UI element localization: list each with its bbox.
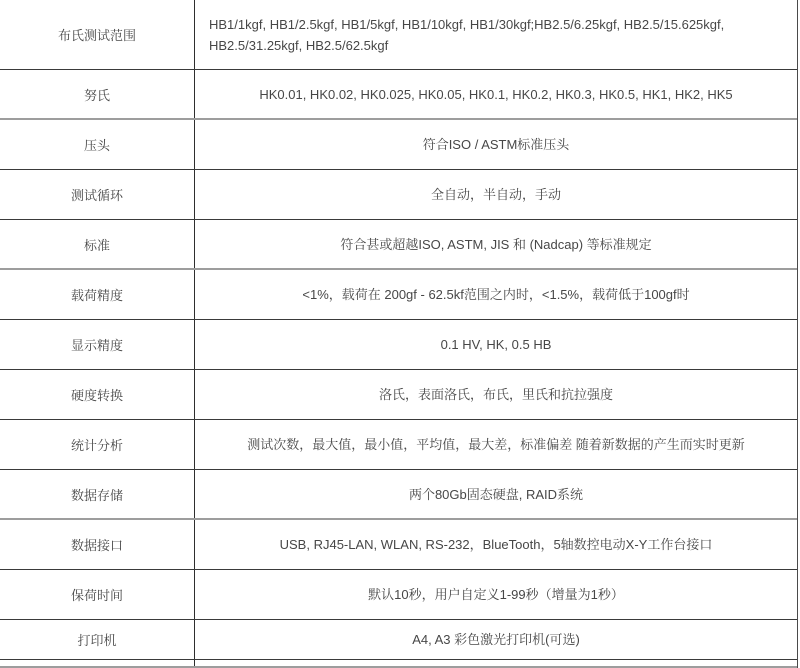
- table-row: [0, 520, 797, 570]
- table-row: [0, 620, 797, 660]
- spec-label: 载荷精度: [0, 270, 195, 319]
- table-row: [0, 120, 797, 170]
- spec-label: 统计分析: [0, 420, 195, 469]
- spec-label: 打印机: [0, 620, 195, 659]
- spec-label: 标准: [0, 220, 195, 268]
- spec-value: 符合ISO / ASTM标准压头: [422, 137, 570, 152]
- table-row: [0, 370, 797, 420]
- spec-label: 压头: [0, 120, 195, 169]
- table-row: [0, 220, 797, 270]
- spec-label: 数据存储: [0, 470, 195, 518]
- spec-value: 全自动，半自动，手动: [430, 187, 561, 202]
- spec-label: 保荷时间: [0, 570, 195, 619]
- spec-value: 洛氏，表面洛氏，布氏，里氏和抗拉强度: [378, 387, 613, 402]
- spec-value: USB, RJ45-LAN, WLAN, RS-232，BlueTooth，5轴数控电动X-Y工作台接口: [279, 537, 713, 552]
- spec-label-empty: [0, 660, 195, 666]
- spec-label: 数据接口: [0, 520, 195, 569]
- spec-label: 硬度转换: [0, 370, 195, 419]
- table-row: [0, 320, 797, 370]
- spec-value: 符合甚或超越ISO, ASTM, JIS 和 (Nadcap) 等标准规定: [340, 236, 652, 252]
- table-row: [0, 270, 797, 320]
- table-row: [0, 570, 797, 620]
- spec-label: 布氏测试范围: [0, 0, 195, 69]
- spec-value: 两个80Gb固态硬盘, RAID系统: [408, 486, 584, 502]
- table-row: [0, 470, 797, 520]
- spec-value: A4, A3 彩色激光打印机(可选): [412, 632, 580, 647]
- table-row: [0, 70, 797, 120]
- spec-label: 努氏: [0, 70, 195, 118]
- spec-value: 0.1 HV, HK, 0.5 HB: [440, 337, 552, 352]
- spec-value-empty: [195, 660, 797, 666]
- spec-value: HB1/1kgf, HB1/2.5kgf, HB1/5kgf, HB1/10kgf, HB1/30kgf;HB2.5/6.25kgf, HB2.5/15.625kgf, HB2.5/31.25kgf, HB2.5/62.5kgf: [209, 16, 725, 53]
- spec-value: HK0.01, HK0.02, HK0.025, HK0.05, HK0.1, HK0.2, HK0.3, HK0.5, HK1, HK2, HK5: [259, 86, 733, 102]
- table-row: [0, 170, 797, 220]
- spec-value: 默认10秒，用户自定义1-99秒（增量为1秒）: [368, 587, 624, 602]
- table-row: [0, 420, 797, 470]
- table-row-partial: [0, 660, 797, 668]
- spec-label: 显示精度: [0, 320, 195, 369]
- spec-value: 测试次数，最大值，最小值，平均值，最大差，标准偏差 随着新数据的产生而实时更新: [247, 437, 745, 452]
- table-row: [0, 0, 797, 70]
- spec-label: 测试循环: [0, 170, 195, 219]
- spec-value: <1%，载荷在 200gf - 62.5kf范围之内时，<1.5%，载荷低于100gf时: [302, 287, 690, 302]
